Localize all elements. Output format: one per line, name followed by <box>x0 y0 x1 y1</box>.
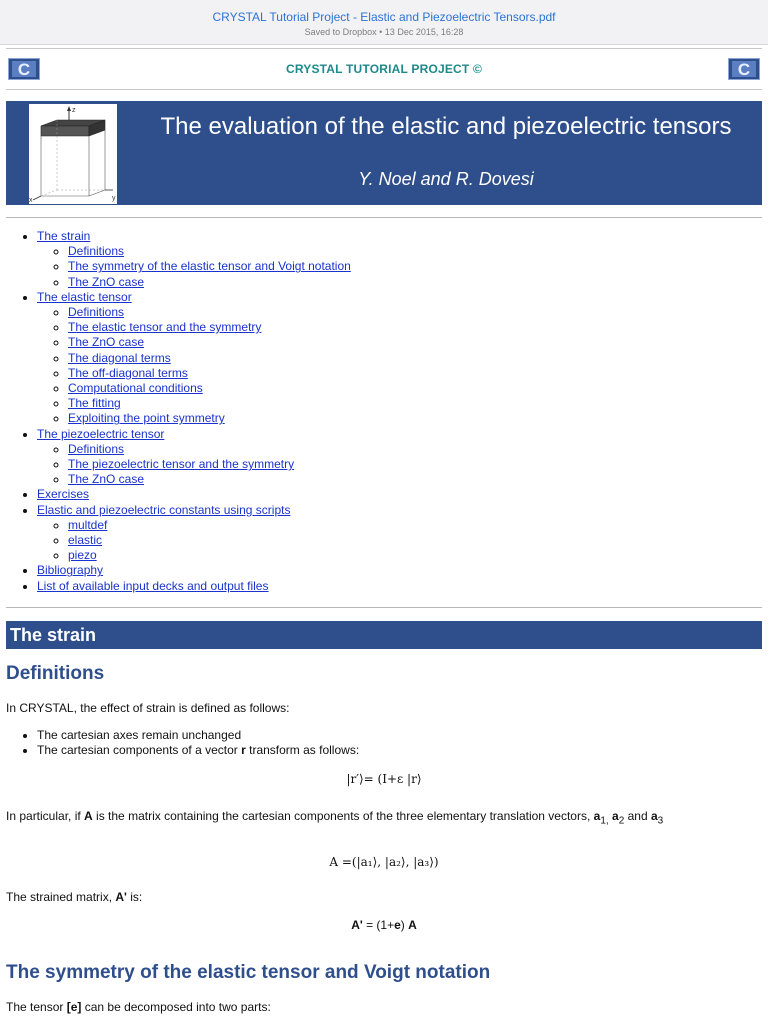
toc-sublink[interactable]: Definitions <box>68 305 125 320</box>
header-divider-bottom <box>6 89 762 90</box>
toc-link[interactable]: Exercises <box>37 487 90 502</box>
toc-sublink[interactable]: The ZnO case <box>68 274 145 289</box>
equation-matrix-a: A =(|a₁⟩, |a₂⟩, |a₃⟩) <box>329 855 439 869</box>
matrix-symbol: A <box>408 918 417 932</box>
toc-link[interactable]: The strain <box>37 229 91 243</box>
toc-item <box>37 503 351 564</box>
svg-text:y: y <box>112 195 116 202</box>
text-span: and <box>624 809 651 823</box>
svg-text:C: C <box>17 60 31 79</box>
matrix-symbol: A <box>84 809 93 823</box>
toc-subitem <box>68 518 351 533</box>
definitions-heading: Definitions <box>6 663 105 684</box>
toc-subitem <box>68 305 351 320</box>
text-span: The strained matrix, <box>6 890 116 904</box>
toc-link[interactable]: Elastic and piezoelectric constants using scripts <box>37 502 291 517</box>
crystal-logo-icon[interactable] <box>728 58 760 80</box>
toc-item <box>37 563 351 578</box>
toc-sublink[interactable]: elastic <box>68 533 103 548</box>
strain-cell-figure <box>29 104 117 204</box>
toc-subitem <box>68 396 351 411</box>
matrix-paragraph <box>6 809 663 826</box>
equation-vector-strain: |r′⟩= (I+ε |r⟩ <box>346 772 422 786</box>
toc-subitem <box>68 351 351 366</box>
text-span: The tensor <box>6 1000 67 1014</box>
svg-text:C: C <box>737 60 751 79</box>
table-of-contents <box>0 229 351 594</box>
toc-item <box>37 290 351 427</box>
matrix-symbol: A' <box>351 918 363 932</box>
intro-paragraph: In CRYSTAL, the effect of strain is defined as follows: <box>6 701 290 715</box>
document-file-name[interactable]: CRYSTAL Tutorial Project - Elastic and Piezoelectric Tensors.pdf <box>212 10 556 24</box>
toc-sublink[interactable]: The elastic tensor and the symmetry <box>68 320 262 335</box>
subscript: 2 <box>618 815 625 827</box>
toc-subitem <box>68 442 351 457</box>
vector-symbol: a <box>650 809 658 823</box>
symmetry-heading: The symmetry of the elastic tensor and Voigt notation <box>6 962 491 983</box>
vector-symbol: r <box>241 743 246 757</box>
viewer-title-bar <box>0 0 768 45</box>
toc-link[interactable]: The elastic tensor <box>37 289 132 304</box>
document-authors: Y. Noel and R. Dovesi <box>358 169 534 189</box>
toc-sublink[interactable]: The symmetry of the elastic tensor and Voigt notation <box>68 259 351 274</box>
subscript: 3 <box>657 815 664 827</box>
toc-subitem <box>68 244 351 259</box>
toc-sublink[interactable]: The fitting <box>68 396 121 411</box>
list-item: • The cartesian axes remain unchanged <box>37 728 359 743</box>
strained-matrix-paragraph <box>6 890 142 904</box>
toc-item <box>37 487 351 502</box>
toc-subitem <box>68 275 351 290</box>
title-banner <box>6 101 762 205</box>
toc-sublink[interactable]: The diagonal terms <box>68 350 171 365</box>
toc-sublink[interactable]: The piezoelectric tensor and the symmetry <box>68 457 295 472</box>
matrix-symbol: A' <box>115 890 127 904</box>
text-span: The cartesian components of a vector <box>37 743 242 757</box>
toc-sublist <box>37 244 351 290</box>
toc-link[interactable]: Bibliography <box>37 563 104 578</box>
toc-sublink[interactable]: Exploiting the point symmetry <box>68 411 225 426</box>
toc-sublink[interactable]: The ZnO case <box>68 335 145 350</box>
toc-link[interactable]: List of available input decks and output files <box>37 578 269 593</box>
toc-subitem <box>68 320 351 335</box>
list-item <box>37 743 359 758</box>
toc-sublink[interactable]: The ZnO case <box>68 472 145 487</box>
divider <box>6 607 762 608</box>
vector-symbol: a <box>593 809 601 823</box>
strain-bullet-list <box>22 728 359 758</box>
toc-item <box>37 579 351 594</box>
toc-subitem <box>68 533 351 548</box>
toc-subitem <box>68 472 351 487</box>
svg-text:z: z <box>72 107 76 114</box>
equation-strained-matrix <box>0 918 768 932</box>
text-span: is the matrix containing the cartesian components of the three elementary translation vectors, <box>92 809 594 823</box>
toc-subitem <box>68 259 351 274</box>
toc-sublink[interactable]: Definitions <box>68 441 125 456</box>
tensor-symbol: [e] <box>66 1000 82 1014</box>
toc-subitem <box>68 381 351 396</box>
tensor-symbol: e <box>394 918 401 932</box>
vector-symbol: a <box>612 809 619 823</box>
toc-subitem <box>68 411 351 426</box>
toc-sublist <box>37 518 351 564</box>
subscript: 1, <box>600 815 609 827</box>
toc-item <box>37 427 351 488</box>
toc-subitem <box>68 457 351 472</box>
header-divider-top <box>6 48 762 49</box>
toc-subitem <box>68 366 351 381</box>
tensor-paragraph <box>6 1000 271 1014</box>
text-span: In particular, if <box>6 809 85 823</box>
text-span: ) <box>400 918 409 932</box>
document-title: The evaluation of the elastic and piezoelectric tensors <box>160 113 732 140</box>
toc-sublink[interactable]: Computational conditions <box>68 381 203 396</box>
text-span: can be decomposed into two parts: <box>81 1000 271 1014</box>
divider <box>6 217 762 218</box>
toc-link[interactable]: The piezoelectric tensor <box>37 426 165 441</box>
toc-sublist <box>37 442 351 488</box>
text-span: transform as follows: <box>245 743 360 757</box>
toc-sublist <box>37 305 351 427</box>
project-title: CRYSTAL TUTORIAL PROJECT © <box>285 62 483 76</box>
text-span: = (1+ <box>362 918 395 932</box>
text-span: is: <box>126 890 143 904</box>
toc-sublink[interactable]: Definitions <box>68 244 125 259</box>
svg-text:x: x <box>29 197 33 204</box>
toc-sublink[interactable]: piezo <box>68 548 97 563</box>
section-header-strain: The strain <box>6 621 762 649</box>
toc-subitem <box>68 548 351 563</box>
toc-sublink[interactable]: multdef <box>68 517 108 532</box>
toc-sublink[interactable]: The off-diagonal terms <box>68 365 188 380</box>
saved-info: Saved to Dropbox • 13 Dec 2015, 16:28 <box>304 27 464 37</box>
toc-subitem <box>68 335 351 350</box>
toc-item <box>37 229 351 290</box>
